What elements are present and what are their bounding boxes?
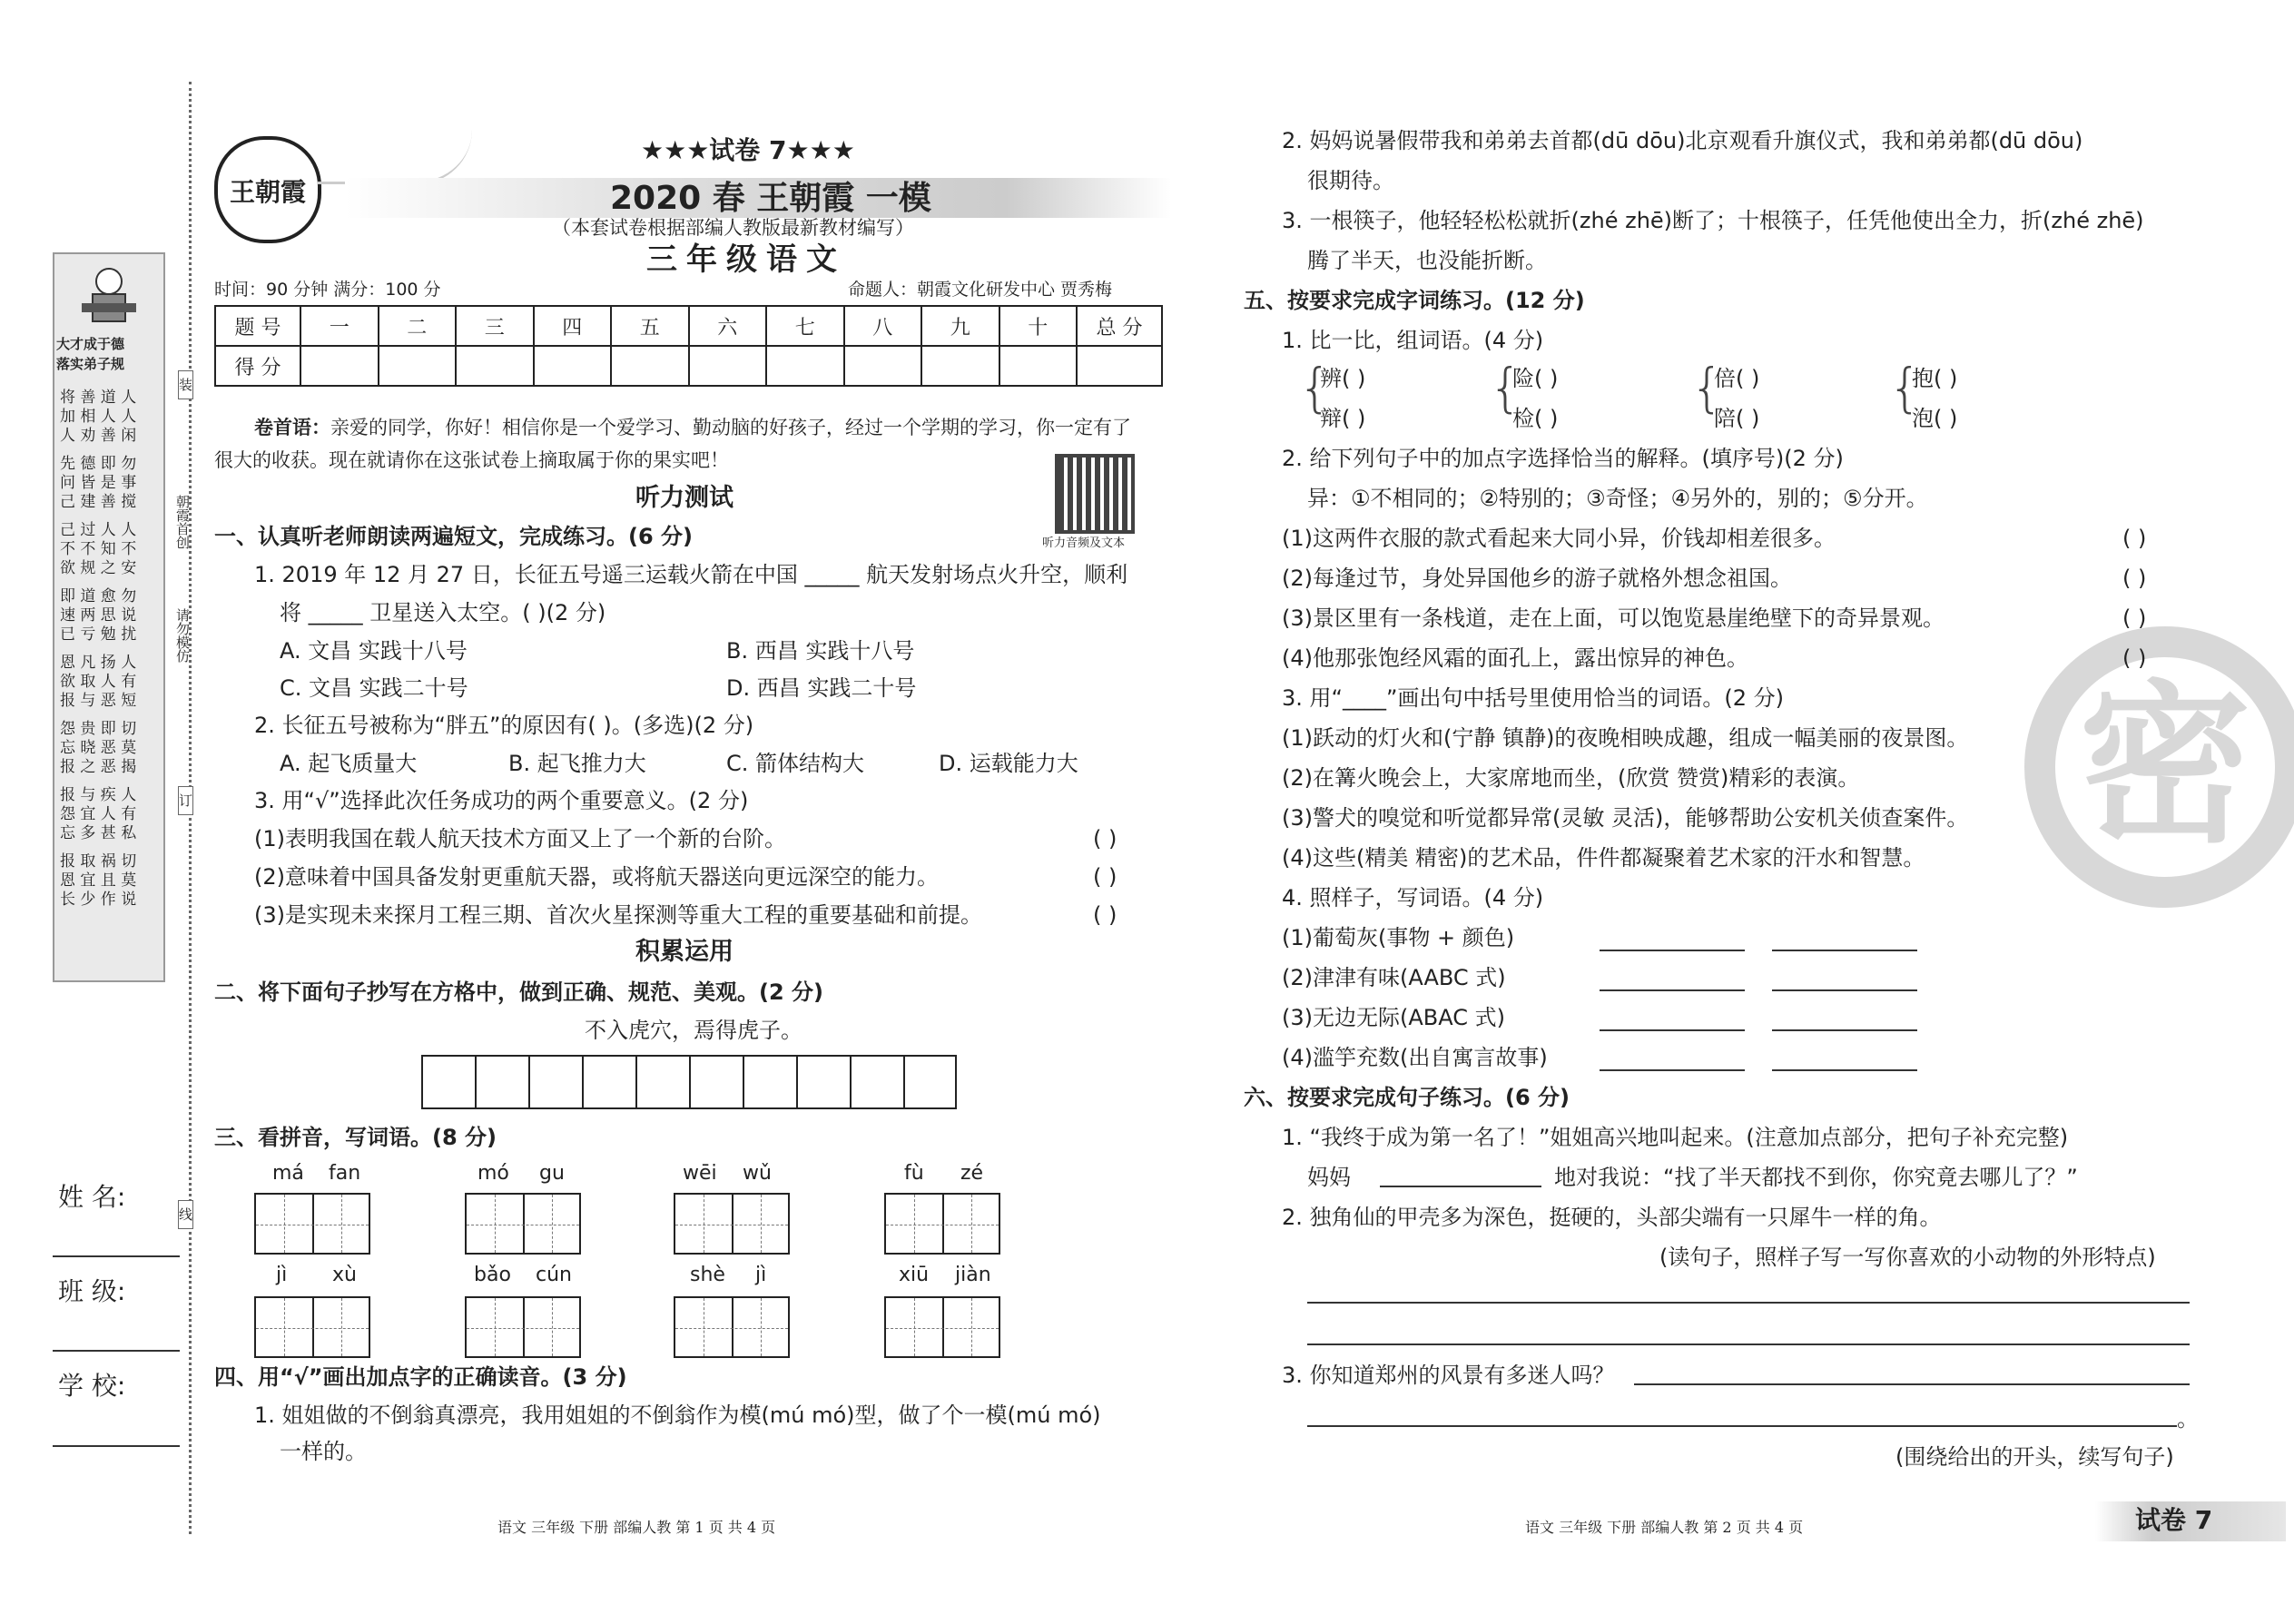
- answer-line[interactable]: [1600, 1069, 1745, 1071]
- poem-line: 忘 多 甚 私: [60, 824, 137, 842]
- pinyin: mó: [478, 1162, 509, 1185]
- preface-label: 卷首语：: [254, 417, 330, 438]
- listening-title: 听力测试: [635, 484, 733, 512]
- score-row-label: 得 分: [215, 346, 300, 386]
- score-cell[interactable]: [456, 346, 534, 386]
- poem-line: 报 之 恶 揭: [60, 758, 137, 776]
- q5-1-word[interactable]: 泡( ): [1912, 406, 1958, 431]
- q1-3-item-1: (1)表明我国在载人航天技术方面又上了一个新的台阶。: [254, 826, 786, 851]
- preface-line-1: [254, 414, 1131, 441]
- poem-line: 速 两 思 说: [60, 606, 137, 625]
- answer-line[interactable]: [1380, 1186, 1541, 1187]
- answer-line[interactable]: [1600, 950, 1745, 951]
- preface-text: 亲爱的同学，你好！相信你是一个爱学习、勤动脑的好孩子，经过一个学期的学习，你一定有了: [330, 417, 1131, 438]
- score-header: 二: [379, 306, 457, 346]
- q5-1-word[interactable]: 辩( ): [1320, 406, 1366, 431]
- sidebar-poem: [60, 389, 158, 910]
- footer-right: 语文 三年级 下册 部编人教 第 2 页 共 4 页: [1525, 1519, 1804, 1536]
- q5-1: 1. 比一比，组词语。(4 分): [1282, 328, 1544, 353]
- cut-mark-zhuang: 装: [178, 370, 193, 399]
- q5-2-item-4: (4)他那张饱经风霜的面孔上，露出惊异的神色。: [1282, 645, 1748, 671]
- score-header: 总 分: [1077, 306, 1162, 346]
- q5-1-word[interactable]: 陪( ): [1714, 406, 1760, 431]
- q5-2-item-3: (3)景区里有一条栈道，走在上面，可以饱览悬崖绝壁下的奇异景观。: [1282, 605, 1944, 631]
- answer-line[interactable]: [1600, 989, 1745, 991]
- pinyin: xiū: [899, 1264, 930, 1286]
- tian-grid[interactable]: [465, 1193, 581, 1255]
- poem-line: 怨 贵 即 切: [60, 720, 137, 738]
- q4-1-line-a: 1. 姐姐做的不倒翁真漂亮，我用姐姐的不倒翁作为模(mú mó)型，做了个一模(mú mó): [254, 1403, 1101, 1428]
- q4-2-line-b: 很期待。: [1307, 168, 1394, 193]
- score-cell[interactable]: [689, 346, 767, 386]
- score-header: 六: [689, 306, 767, 346]
- poem-line: 报 与 疾 人: [60, 786, 137, 804]
- header-ribbon: [318, 127, 472, 184]
- poem-line: 恩 凡 扬 人: [60, 654, 137, 672]
- q6-title: 六、按要求完成句子练习。(6 分): [1244, 1085, 1570, 1110]
- pinyin: fan: [329, 1162, 361, 1185]
- score-header: 八: [844, 306, 922, 346]
- q5-4-item-3: (3)无边无际(ABAC 式): [1282, 1005, 1505, 1030]
- brace: {: [1489, 357, 1522, 418]
- poem-line: 即 道 愈 勿: [60, 587, 137, 605]
- q1-1-opt-a[interactable]: A. 文昌 实践十八号: [280, 638, 468, 664]
- seal-watermark: [2024, 626, 2294, 908]
- course-title: 三年级语文: [646, 241, 846, 278]
- q6-1: 1. “我终于成为第一名了！”姐姐高兴地叫起来。(注意加点部分，把句子补充完整): [1282, 1125, 2069, 1150]
- q1-2-opt-c[interactable]: C. 箭体结构大: [726, 751, 865, 776]
- school-field[interactable]: [53, 1445, 180, 1447]
- brace: {: [1690, 357, 1724, 418]
- score-cell[interactable]: [844, 346, 922, 386]
- q1-2-opt-b[interactable]: B. 起飞推力大: [508, 751, 646, 776]
- poem-line: 报 与 恶 短: [60, 692, 137, 710]
- tian-grid[interactable]: [254, 1193, 370, 1255]
- pinyin: jiàn: [955, 1264, 991, 1286]
- brace: {: [1298, 357, 1332, 418]
- answer-paren[interactable]: ( ): [2122, 605, 2147, 631]
- answer-line[interactable]: [1634, 1383, 2190, 1385]
- score-header: 四: [534, 306, 612, 346]
- cut-mark-ding: 订: [178, 786, 193, 815]
- class-field[interactable]: [53, 1350, 180, 1352]
- pinyin: bǎo: [474, 1264, 511, 1286]
- copy-grid[interactable]: [421, 1055, 957, 1109]
- poem-line: 已 亏 勉 扰: [60, 625, 137, 644]
- answer-line[interactable]: [1772, 950, 1917, 951]
- q6-2-hint: (读句子，照样子写一写你喜欢的小动物的外形特点): [1659, 1245, 2156, 1270]
- motto-top: 大才成于德: [56, 336, 125, 352]
- q4-2-line-a: 2. 妈妈说暑假带我和弟弟去首都(dū dōu)北京观看升旗仪式，我和弟弟都(dū dōu): [1282, 128, 2083, 153]
- footer-left: 语文 三年级 下册 部编人教 第 1 页 共 4 页: [497, 1519, 776, 1536]
- q5-4-item-4: (4)滥竽充数(出自寓言故事): [1282, 1045, 1548, 1070]
- q1-3-item-3: (3)是实现未来探月工程三期、首次火星探测等重大工程的重要基础和前提。: [254, 902, 982, 928]
- paper-number: ★★★试卷 7★★★: [641, 135, 855, 165]
- tian-grid[interactable]: [674, 1296, 790, 1358]
- pinyin: xù: [332, 1264, 357, 1286]
- q4-1-line-b: 一样的。: [280, 1439, 367, 1464]
- q5-1-word[interactable]: 检( ): [1512, 406, 1559, 431]
- cut-mark-xian: 线: [178, 1200, 193, 1229]
- pinyin: shè: [690, 1264, 725, 1286]
- exam-subtitle: （本套试卷根据部编人教版最新教材编写）: [552, 217, 914, 239]
- q5-4: 4. 照样子，写词语。(4 分): [1282, 885, 1544, 910]
- q2-title: 二、将下面句子抄写在方格中，做到正确、规范、美观。(2 分): [214, 979, 823, 1005]
- pinyin: wǔ: [743, 1162, 772, 1185]
- mascot-icon: [73, 263, 145, 327]
- q5-title: 五、按要求完成字词练习。(12 分): [1244, 288, 1585, 313]
- score-header: 三: [456, 306, 534, 346]
- q1-1-line-b: 将 _____ 卫星送入太空。( )(2 分): [280, 600, 606, 625]
- q5-1-word[interactable]: 抱( ): [1912, 366, 1958, 391]
- poem-line: 欲 规 之 安: [60, 559, 137, 577]
- poem-line: 忘 晓 恶 莫: [60, 739, 137, 757]
- q5-2: 2. 给下列句子中的加点字选择恰当的解释。(填序号)(2 分): [1282, 446, 1844, 471]
- q5-1-word[interactable]: 倍( ): [1714, 366, 1760, 391]
- q6-1-pre: 妈妈: [1307, 1165, 1351, 1190]
- q1-2-opt-d[interactable]: D. 运载能力大: [939, 751, 1078, 776]
- q5-4-item-1: (1)葡萄灰(事物 + 颜色): [1282, 925, 1515, 950]
- q1-title: 一、认真听老师朗读两遍短文，完成练习。(6 分): [214, 524, 693, 549]
- pinyin: jì: [276, 1264, 288, 1286]
- pinyin: gu: [539, 1162, 565, 1185]
- side-mark-1: 朝霞首创: [174, 495, 191, 549]
- score-cell[interactable]: [379, 346, 457, 386]
- poem-line: 己 过 人 人: [60, 521, 137, 539]
- answer-line[interactable]: [1307, 1343, 2190, 1345]
- q1-2-opt-a[interactable]: A. 起飞质量大: [280, 751, 418, 776]
- poem-line: 先 德 即 勿: [60, 455, 137, 473]
- poem-line: 怨 宜 人 有: [60, 805, 137, 823]
- score-table: [214, 305, 1163, 387]
- author: 命题人：朝霞文化研发中心 贾秀梅: [848, 280, 1113, 300]
- tian-grid[interactable]: [465, 1296, 581, 1358]
- score-cell[interactable]: [611, 346, 689, 386]
- answer-line[interactable]: [1772, 989, 1917, 991]
- q1-1-opt-d[interactable]: D. 西昌 实践二十号: [726, 675, 917, 701]
- q5-1-word[interactable]: 险( ): [1512, 366, 1559, 391]
- q1-1-opt-b[interactable]: B. 西昌 实践十八号: [726, 638, 915, 664]
- answer-paren[interactable]: ( ): [1093, 864, 1117, 890]
- q4-3-line-b: 腾了半天，也没能折断。: [1307, 248, 1547, 273]
- poem-line: 长 少 作 说: [60, 891, 137, 909]
- score-cell[interactable]: [766, 346, 844, 386]
- score-header: 题 号: [215, 306, 300, 346]
- q2-sentence: 不入虎穴，焉得虎子。: [585, 1018, 802, 1043]
- q6-3-hint: (围绕给出的开头，续写句子): [1895, 1444, 2174, 1470]
- answer-paren[interactable]: ( ): [1093, 826, 1117, 851]
- poem-line: 人 劝 善 闲: [60, 427, 137, 445]
- score-header: 一: [300, 306, 379, 346]
- q5-3-item-2[interactable]: (2)在篝火晚会上，大家席地而坐，(欣赏 赞赏)精彩的表演。: [1282, 765, 1860, 791]
- q5-3-item-3[interactable]: (3)警犬的嗅觉和听觉都异常(灵敏 灵活)，能够帮助公安机关侦查案件。: [1282, 805, 1969, 831]
- logo-text: 王朝霞: [229, 177, 306, 207]
- score-cell[interactable]: [300, 346, 379, 386]
- poem-line: 不 不 知 不: [60, 540, 137, 558]
- q1-1-line-a: 1. 2019 年 12 月 27 日，长征五号遥三运载火箭在中国 _____ 航天发射场点火升空，顺利: [254, 562, 1128, 587]
- answer-line[interactable]: [1600, 1029, 1745, 1031]
- poem-line: 加 相 人 人: [60, 408, 137, 426]
- q5-1-word[interactable]: 辨( ): [1320, 366, 1366, 391]
- answer-paren[interactable]: ( ): [2122, 526, 2147, 551]
- paper-tag: 试卷 7: [2135, 1505, 2213, 1535]
- poem-line: 己 建 善 搅: [60, 493, 137, 511]
- score-header: 九: [921, 306, 999, 346]
- answer-paren[interactable]: ( ): [2122, 566, 2147, 591]
- accum-title: 积累运用: [635, 938, 733, 966]
- score-header: 五: [611, 306, 689, 346]
- name-field[interactable]: [53, 1255, 180, 1257]
- exam-title: 2020 春 王朝霞 一模: [610, 180, 931, 217]
- pinyin: zé: [960, 1162, 984, 1185]
- seal-text: 密: [2078, 665, 2251, 866]
- q1-3-item-2: (2)意味着中国具备发射更重航天器，或将航天器送向更远深空的能力。: [254, 864, 939, 890]
- poem-line: 欲 取 人 有: [60, 673, 137, 691]
- q3-title: 三、看拼音，写词语。(8 分): [214, 1125, 497, 1150]
- q5-2-item-1: (1)这两件衣服的款式看起来大同小异，价钱却相差很多。: [1282, 526, 1836, 551]
- pinyin: cún: [536, 1264, 572, 1286]
- q5-3-item-4[interactable]: (4)这些(精美 精密)的艺术品，件件都凝聚着艺术家的汗水和智慧。: [1282, 845, 1925, 871]
- pinyin: jì: [755, 1264, 767, 1286]
- score-cell[interactable]: [999, 346, 1078, 386]
- q1-1-opt-c[interactable]: C. 文昌 实践二十号: [280, 675, 468, 701]
- q4-title: 四、用“√”画出加点字的正确读音。(3 分): [214, 1364, 627, 1390]
- pinyin: má: [272, 1162, 304, 1185]
- pinyin: wēi: [683, 1162, 717, 1185]
- time-score: 时间：90 分钟 满分：100 分: [214, 280, 441, 300]
- tian-grid[interactable]: [674, 1193, 790, 1255]
- preface-line-2: 很大的收获。现在就请你在这张试卷上摘取属于你的果实吧！: [214, 449, 729, 471]
- q6-3: 3. 你知道郑州的风景有多迷人吗？: [1282, 1363, 1615, 1388]
- score-cell[interactable]: [921, 346, 999, 386]
- q1-3: 3. 用“√”选择此次任务成功的两个重要意义。(2 分): [254, 788, 749, 813]
- score-header: 十: [999, 306, 1078, 346]
- poem-line: 报 取 祸 切: [60, 852, 137, 871]
- q5-2-def: 异：①不相同的；②特别的；③奇怪；④另外的，别的；⑤分开。: [1307, 486, 1928, 511]
- q6-1-post: 地对我说：“找了半天都找不到你，你究竟去哪儿了？”: [1554, 1165, 2078, 1190]
- answer-paren[interactable]: ( ): [2122, 645, 2147, 671]
- poem-line: 恩 宜 且 莫: [60, 871, 137, 890]
- class-label: 班 级:: [58, 1276, 126, 1306]
- qr-caption: 听力音频及文本: [1042, 536, 1126, 550]
- name-label: 姓 名:: [58, 1182, 126, 1212]
- q5-3: 3. 用“____”画出句中括号里使用恰当的词语。(2 分): [1282, 685, 1785, 711]
- score-cell[interactable]: [534, 346, 612, 386]
- poem-line: 问 皆 是 事: [60, 474, 137, 492]
- answer-paren[interactable]: ( ): [1093, 902, 1117, 928]
- answer-line[interactable]: [1307, 1302, 2190, 1304]
- q5-4-item-2: (2)津津有味(AABC 式): [1282, 965, 1506, 990]
- pinyin: fù: [904, 1162, 924, 1185]
- q1-2: 2. 长征五号被称为“胖五”的原因有( )。(多选)(2 分): [254, 713, 754, 738]
- side-mark-2: 请勿模仿: [174, 608, 191, 663]
- q4-3-line-a: 3. 一根筷子，他轻轻松松就折(zhé zhē)断了；十根筷子，任凭他使出全力，折(zhé zhē): [1282, 208, 2144, 233]
- school-label: 学 校:: [58, 1371, 126, 1401]
- score-header: 七: [766, 306, 844, 346]
- brace: {: [1888, 357, 1922, 418]
- q5-2-item-2: (2)每逢过节，身处异国他乡的游子就格外想念祖国。: [1282, 566, 1792, 591]
- q6-2: 2. 独角仙的甲壳多为深色，挺硬的，头部尖端有一只犀牛一样的角。: [1282, 1205, 1942, 1230]
- qr-code-icon: [1055, 454, 1135, 534]
- answer-line[interactable]: [1307, 1425, 2177, 1427]
- motto-bottom: 落实弟子规: [56, 356, 125, 372]
- tian-grid[interactable]: [254, 1296, 370, 1358]
- q5-3-item-1[interactable]: (1)跃动的灯火和(宁静 镇静)的夜晚相映成趣，组成一幅美丽的夜景图。: [1282, 725, 1969, 751]
- q6-3-end: 。: [2177, 1406, 2199, 1432]
- tian-grid[interactable]: [884, 1193, 1000, 1255]
- tian-grid[interactable]: [884, 1296, 1000, 1358]
- poem-line: 将 善 道 人: [60, 389, 137, 407]
- answer-line[interactable]: [1772, 1069, 1917, 1071]
- score-cell[interactable]: [1077, 346, 1162, 386]
- logo-badge: [214, 136, 321, 243]
- answer-line[interactable]: [1772, 1029, 1917, 1031]
